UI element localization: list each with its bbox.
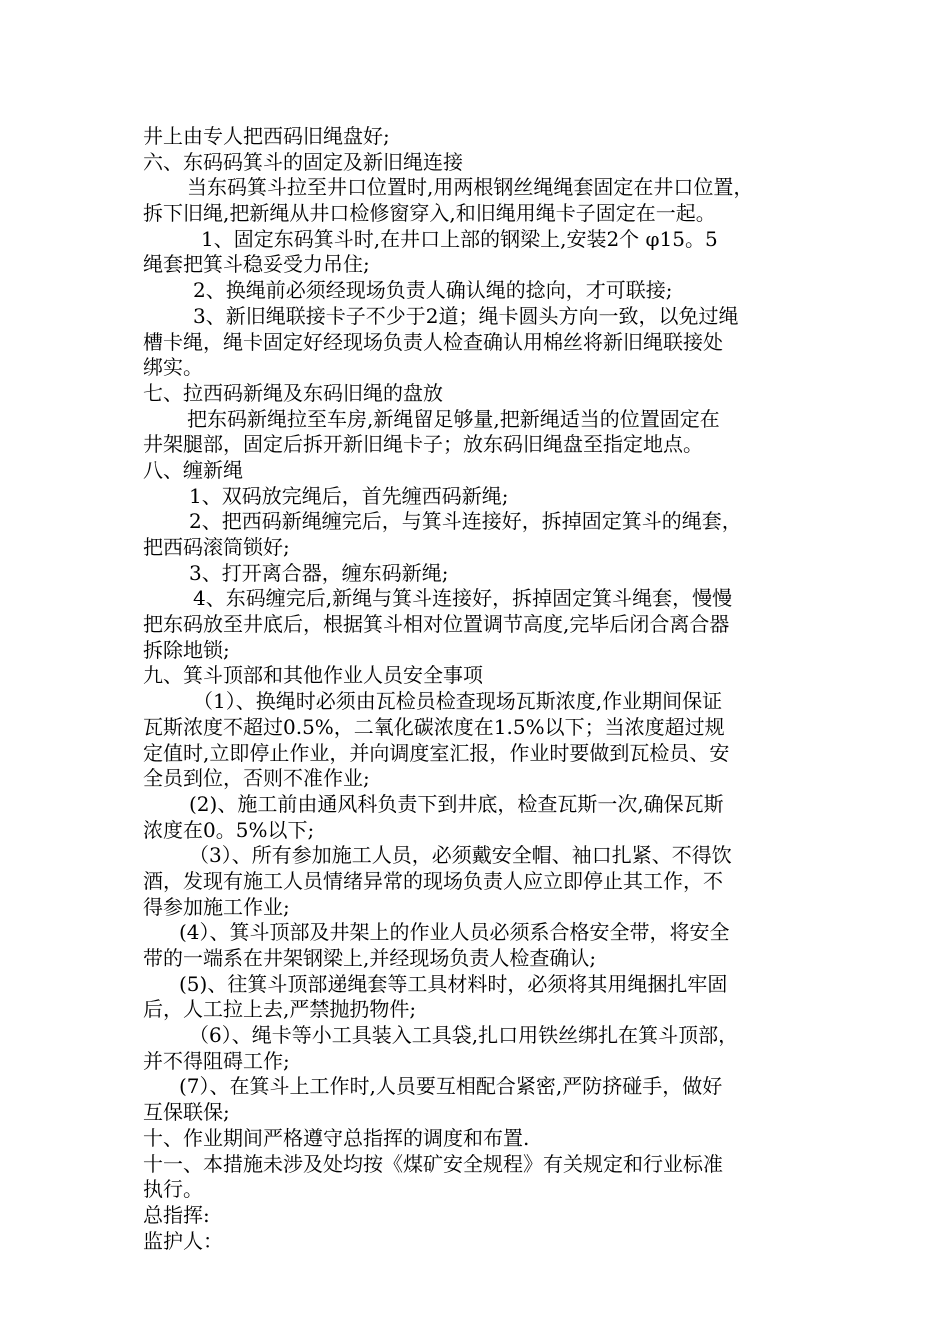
text-line: 拆下旧绳,把新绳从井口检修窗穿入,和旧绳用绳卡子固定在一起。 (143, 201, 716, 226)
section-heading-9: 九、箕斗顶部和其他作业人员安全事项 (143, 663, 483, 688)
text-line: 2、换绳前必须经现场负责人确认绳的捻向，才可联接; (193, 278, 673, 303)
signature-commander-label: 总指挥: (143, 1202, 210, 1227)
text-line: 全员到位，否则不准作业; (143, 766, 370, 791)
section-heading-11: 十一、本措施未涉及处均按《煤矿安全规程》有关规定和行业标准 (143, 1151, 723, 1176)
text-line: 4、东码缠完后,新绳与箕斗连接好，拆掉固定箕斗绳套，慢慢 (193, 586, 733, 611)
section-heading-7: 七、拉西码新绳及东码旧绳的盘放 (143, 380, 443, 405)
section-heading-10: 十、作业期间严格遵守总指挥的调度和布置. (143, 1125, 530, 1150)
text-line: 带的一端系在井架钢梁上,并经现场负责人检查确认; (143, 946, 597, 970)
text-line: （6）、绳卡等小工具装入工具袋,扎口用铁丝绑扎在箕斗顶部， (189, 1023, 739, 1048)
text-line: (7）、在箕斗上工作时,人员要互相配合紧密,严防挤碰手，做好 (179, 1074, 723, 1099)
text-line: 执行。 (143, 1177, 203, 1202)
document-body (143, 124, 813, 1254)
text-line: (2)、施工前由通风科负责下到井底，检查瓦斯一次,确保瓦斯 (189, 791, 724, 816)
text-line: 1、双码放完绳后，首先缠西码新绳; (189, 483, 509, 508)
signature-supervisor-label: 监护人： (143, 1228, 223, 1253)
text-line: 瓦斯浓度不超过0.5%，二氧化碳浓度在1.5%以下；当浓度超过规 (143, 714, 725, 739)
text-line: 3、新旧绳联接卡子不少于2道；绳卡圆头方向一致，以免过绳 (193, 303, 739, 328)
text-line: 酒，发现有施工人员情绪异常的现场负责人应立即停止其工作，不 (143, 868, 723, 893)
text-line: 当东码箕斗拉至井口位置时,用两根钢丝绳绳套固定在井口位置， (187, 175, 754, 200)
text-line: 得参加施工作业; (143, 894, 290, 919)
text-line: 井架腿部，固定后拆开新旧绳卡子；放东码旧绳盘至指定地点。 (143, 432, 703, 457)
text-line: (4）、箕斗顶部及井架上的作业人员必须系合格安全带，将安全 (179, 920, 730, 945)
text-line: 后，人工拉上去,严禁抛扔物件; (143, 997, 417, 1022)
text-line: 并不得阻碍工作; (143, 1048, 290, 1073)
text-line: 3、打开离合器，缠东码新绳; (189, 560, 449, 585)
text-line: 浓度在0。5%以下; (143, 817, 315, 842)
text-line: 绳套把箕斗稳妥受力吊住; (143, 252, 370, 277)
section-heading-8: 八、缠新绳 (143, 457, 243, 482)
text-line: 互保联保; (143, 1100, 230, 1125)
text-line: 绑实。 (143, 355, 203, 380)
text-line: 2、把西码新绳缠完后，与箕斗连接好，拆掉固定箕斗的绳套， (189, 509, 742, 534)
section-heading-6: 六、东码码箕斗的固定及新旧绳连接 (143, 149, 463, 174)
text-line: 把西码滚筒锁好; (143, 535, 290, 559)
text-line: （3）、所有参加施工人员，必须戴安全帽、袖口扎紧、不得饮 (189, 843, 732, 868)
text-line: 定值时,立即停止作业，并向调度室汇报，作业时要做到瓦检员、安 (143, 740, 730, 765)
text-line: 把东码放至井底后，根据箕斗相对位置调节高度,完毕后闭合离合器 (143, 612, 730, 637)
text-line: 1、固定东码箕斗时,在井口上部的钢梁上,安装2个 φ15。5 (201, 226, 718, 251)
text-line: （1）、换绳时必须由瓦检员检查现场瓦斯浓度,作业期间保证 (193, 689, 723, 714)
text-line: 槽卡绳，绳卡固定好经现场负责人检查确认用棉丝将新旧绳联接处 (143, 329, 723, 354)
text-line: (5)、往箕斗顶部递绳套等工具材料时，必须将其用绳捆扎牢固 (179, 971, 728, 996)
text-line: 井上由专人把西码旧绳盘好; (143, 124, 390, 148)
text-line: 把东码新绳拉至车房,新绳留足够量,把新绳适当的位置固定在 (187, 406, 720, 431)
text-line: 拆除地锁; (143, 637, 230, 662)
